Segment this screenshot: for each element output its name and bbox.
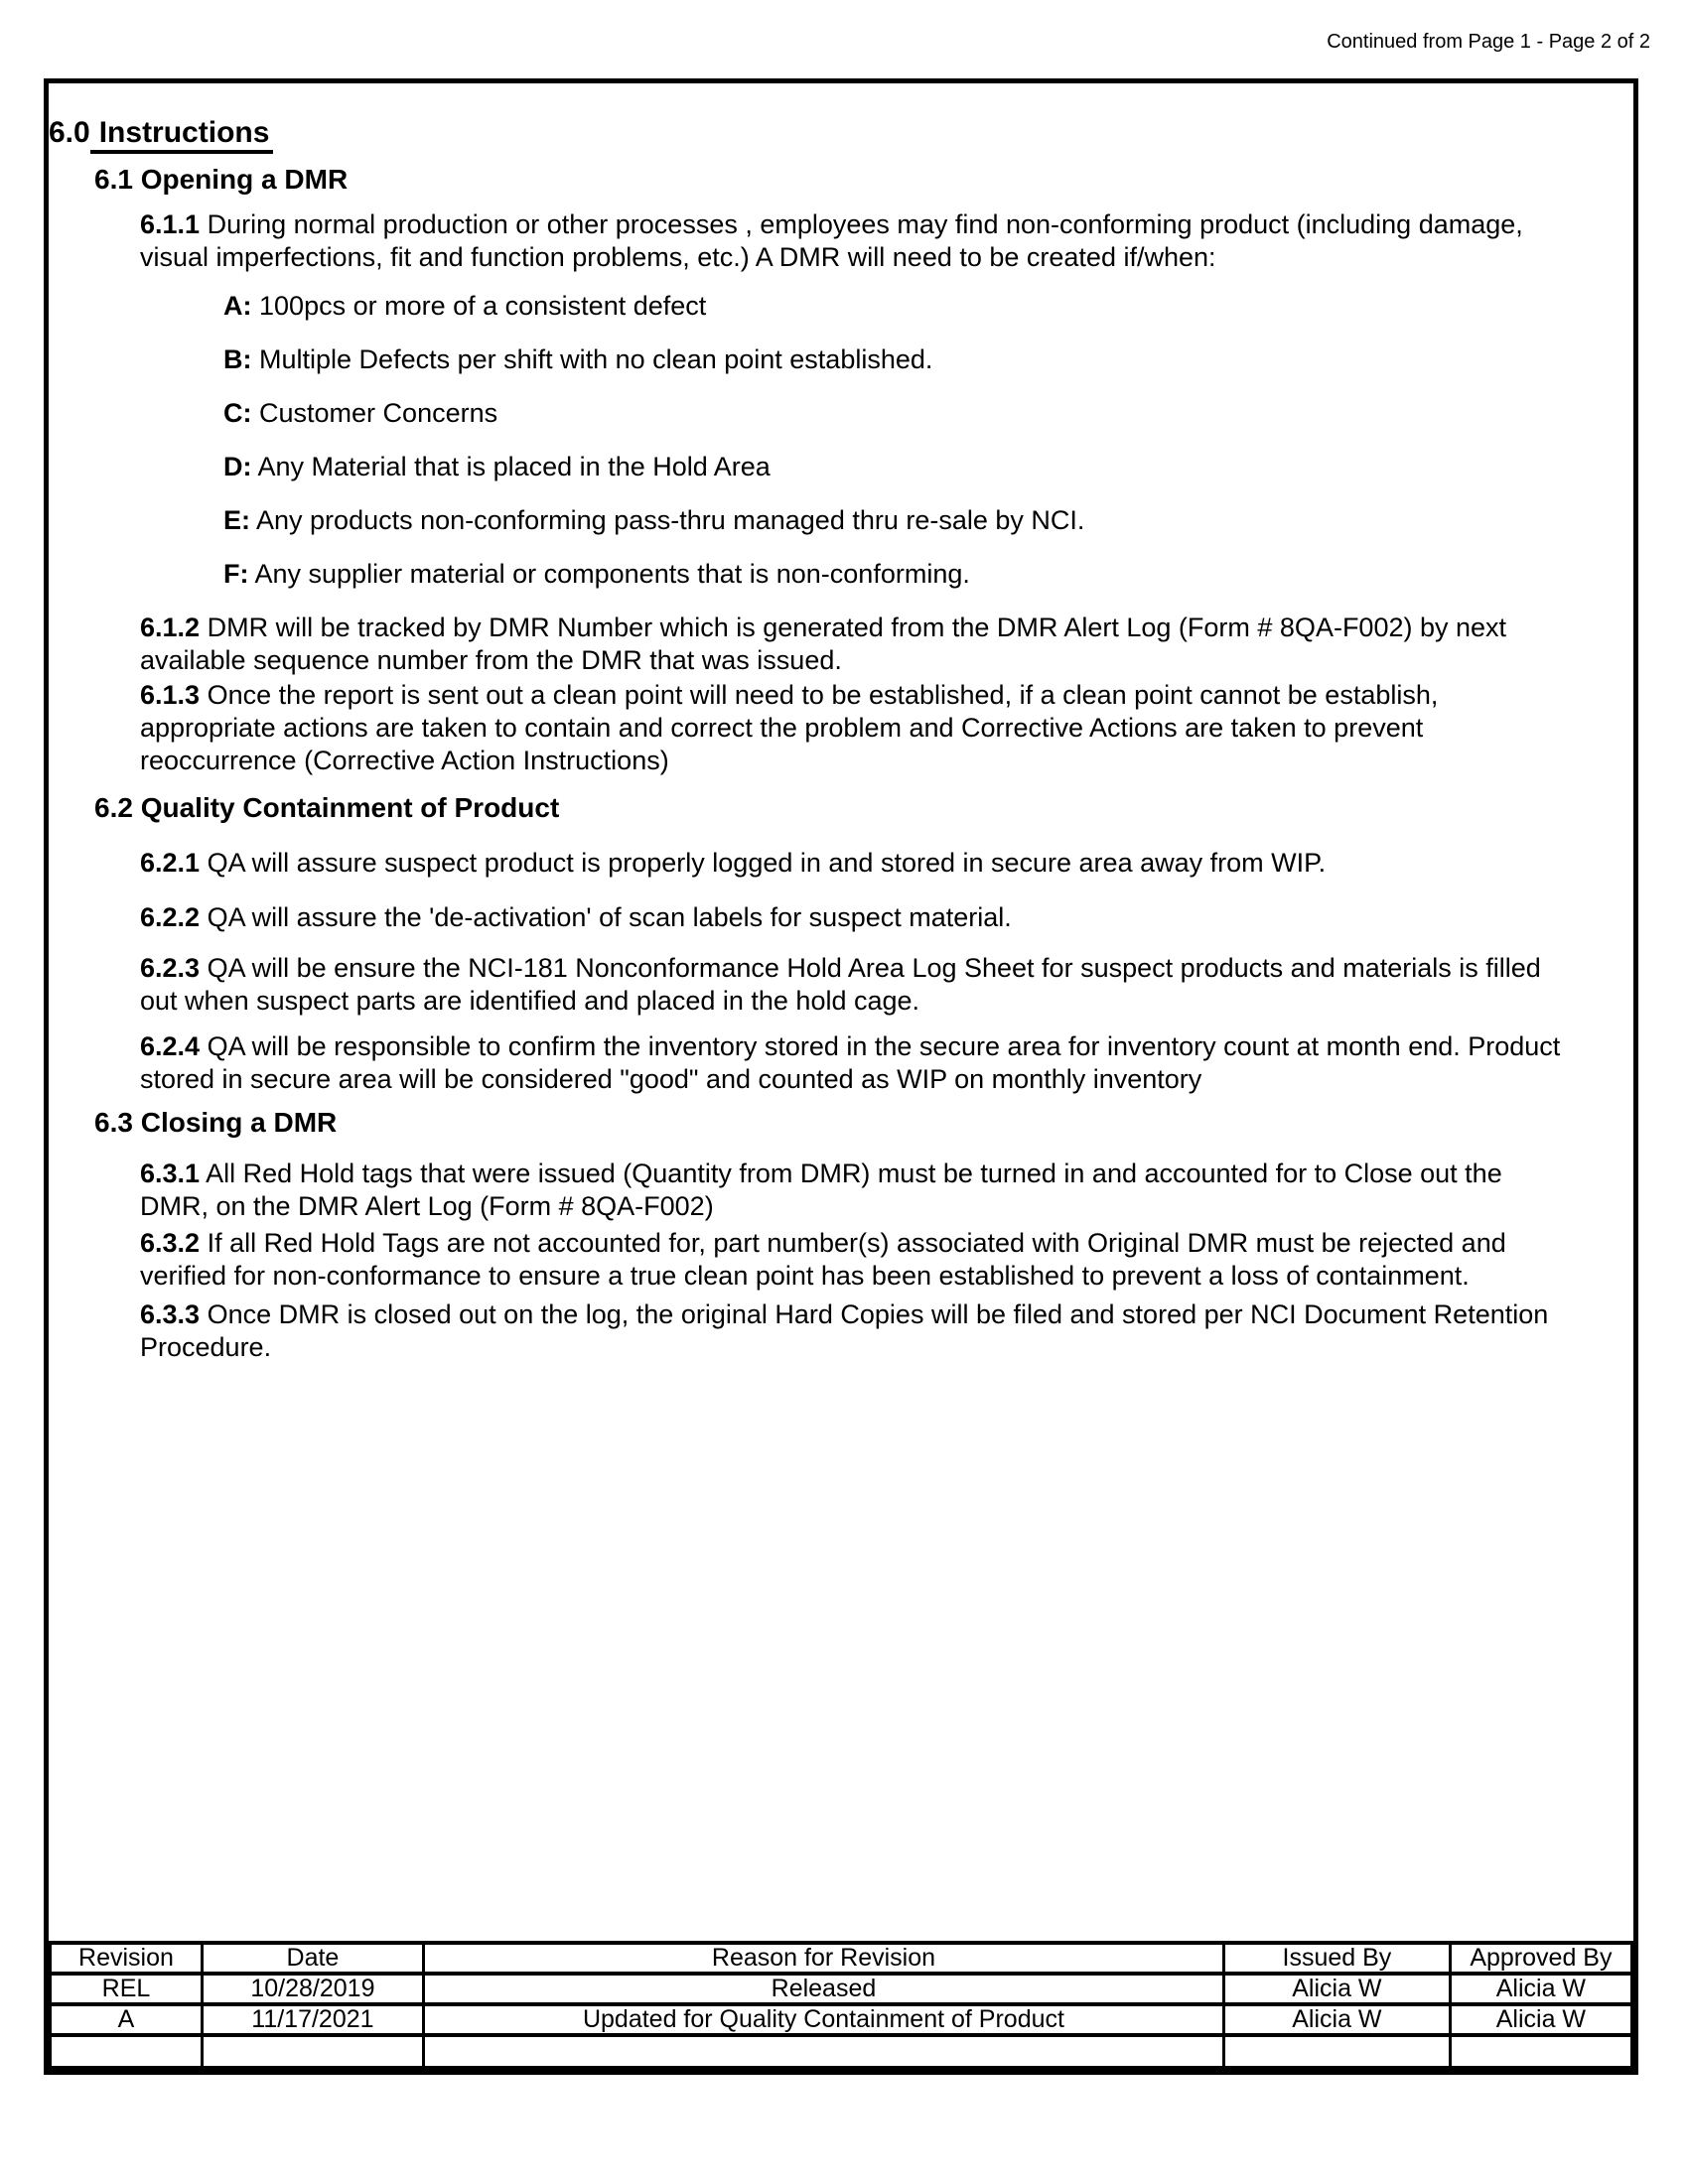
paragraph-6-3-3 — [140, 1298, 1574, 1364]
paragraph-6-1-3-text: Once the report is sent out a clean point will need to be established, if a clean point cannot be establish, appropriate actions are taken to contain and correct the problem and Corrective Actions are taken to prevent reoccurrence (Corrective Action Instructions) — [140, 680, 1439, 775]
revision-table-header-row — [51, 1943, 1632, 1974]
defect-criteria-list — [49, 290, 1604, 591]
paragraph-6-1-2-number: 6.1.2 — [140, 613, 201, 642]
paragraph-6-2-4-text: QA will be responsible to confirm the inventory stored in the secure area for inventory count at month end. Product stored in secure area will be considered "good" and counted as WIP on monthly inventory — [140, 1031, 1561, 1094]
cell-revision — [51, 2035, 203, 2068]
list-item-b-label: B: — [223, 344, 252, 374]
paragraph-6-1-1-text: During normal production or other processes , employees may find non-conforming product (including damage, visual imperfections, fit and function problems, etc.) A DMR will need to be created if/when: — [140, 209, 1523, 272]
cell-date — [202, 2035, 423, 2068]
section-6-1-number: 6.1 — [94, 164, 133, 195]
cell-reason: Updated for Quality Containment of Product — [423, 2004, 1223, 2035]
document-page — [44, 78, 1638, 2075]
cell-revision: REL — [51, 1974, 203, 2004]
revision-row-empty — [51, 2035, 1632, 2068]
list-item-c-text: Customer Concerns — [259, 398, 498, 428]
paragraph-6-3-1-number: 6.3.1 — [140, 1159, 201, 1188]
list-item-a-text: 100pcs or more of a consistent defect — [259, 291, 707, 321]
paragraph-6-1-2 — [140, 612, 1574, 677]
list-item-b — [223, 343, 1574, 376]
header-approved-by: Approved By — [1450, 1943, 1631, 1974]
revision-row-rel — [51, 1974, 1632, 2004]
paragraph-6-3-2-text: If all Red Hold Tags are not accounted for, part number(s) associated with Original DMR must be rejected and verified for non-conformance to ensure a true clean point has been established to prevent a loss of containment. — [140, 1228, 1506, 1291]
paragraph-6-1-3-number: 6.1.3 — [140, 680, 201, 710]
list-item-b-text: Multiple Defects per shift with no clean point established. — [259, 344, 933, 374]
paragraph-6-1-2-text: DMR will be tracked by DMR Number which is generated from the DMR Alert Log (Form # 8QA-F002) by next available sequence number from the DMR that was issued. — [140, 613, 1507, 675]
header-issued-by: Issued By — [1224, 1943, 1451, 1974]
list-item-d-text: Any Material that is placed in the Hold Area — [257, 452, 771, 481]
revision-row-a — [51, 2004, 1632, 2035]
list-item-a-label: A: — [223, 291, 252, 321]
paragraph-6-2-2-number: 6.2.2 — [140, 902, 201, 932]
list-item-f-text: Any supplier material or components that is non-conforming. — [254, 559, 970, 589]
paragraph-6-3-1 — [140, 1158, 1574, 1223]
cell-approved-by: Alicia W — [1450, 2004, 1631, 2035]
header-date: Date — [202, 1943, 423, 1974]
paragraph-6-2-3-text: QA will be ensure the NCI-181 Nonconformance Hold Area Log Sheet for suspect products and materials is filled out when suspect parts are identified and placed in the hold cage. — [140, 953, 1541, 1016]
section-6-3-number: 6.3 — [94, 1107, 133, 1138]
list-item-e — [223, 504, 1574, 537]
paragraph-6-2-4-number: 6.2.4 — [140, 1031, 201, 1061]
list-item-d — [223, 451, 1574, 483]
section-6-3-heading — [94, 1106, 1604, 1140]
paragraph-6-2-2-text: QA will assure the 'de-activation' of scan labels for suspect material. — [207, 902, 1012, 932]
cell-date: 11/17/2021 — [202, 2004, 423, 2035]
list-item-c-label: C: — [223, 398, 252, 428]
paragraph-6-2-1-text: QA will assure suspect product is properly logged in and stored in secure area away from WIP. — [207, 848, 1327, 878]
paragraph-6-3-3-text: Once DMR is closed out on the log, the original Hard Copies will be filed and stored per NCI Document Retention Procedure. — [140, 1299, 1549, 1362]
paragraph-6-3-2 — [140, 1227, 1574, 1293]
cell-reason: Released — [423, 1974, 1223, 2004]
paragraph-6-2-1 — [140, 847, 1574, 880]
paragraph-6-2-1-number: 6.2.1 — [140, 848, 201, 878]
section-6-2-number: 6.2 — [94, 792, 133, 823]
section-6-2-heading — [94, 791, 1604, 825]
list-item-a — [223, 290, 1574, 323]
cell-issued-by: Alicia W — [1224, 2004, 1451, 2035]
list-item-c — [223, 397, 1574, 430]
section-6-3-title: Closing a DMR — [140, 1107, 338, 1138]
list-item-f-label: F: — [223, 559, 249, 589]
cell-reason — [423, 2035, 1223, 2068]
section-6-2-title: Quality Containment of Product — [140, 792, 560, 823]
header-reason: Reason for Revision — [423, 1943, 1223, 1974]
list-item-f — [223, 558, 1574, 591]
cell-issued-by: Alicia W — [1224, 1974, 1451, 2004]
paragraph-6-1-1-number: 6.1.1 — [140, 209, 201, 239]
section-6-1-heading — [94, 163, 1604, 197]
revision-history-table — [49, 1941, 1633, 2070]
list-item-e-text: Any products non-conforming pass-thru managed thru re-sale by NCI. — [256, 505, 1085, 535]
cell-revision: A — [51, 2004, 203, 2035]
section-6-0-heading — [49, 115, 1604, 151]
section-6-0-title: Instructions — [90, 116, 274, 154]
paragraph-6-2-3-number: 6.2.3 — [140, 953, 201, 983]
paragraph-6-2-2 — [140, 901, 1574, 934]
cell-issued-by — [1224, 2035, 1451, 2068]
header-revision: Revision — [51, 1943, 203, 1974]
paragraph-6-2-3 — [140, 952, 1574, 1018]
page-continuation-note: Continued from Page 1 - Page 2 of 2 — [1327, 31, 1650, 53]
paragraph-6-1-3 — [140, 679, 1574, 777]
cell-date: 10/28/2019 — [202, 1974, 423, 2004]
section-6-0-number: 6.0 — [49, 116, 90, 149]
list-item-e-label: E: — [223, 505, 250, 535]
paragraph-6-3-2-number: 6.3.2 — [140, 1228, 201, 1258]
cell-approved-by — [1450, 2035, 1631, 2068]
list-item-d-label: D: — [223, 452, 252, 481]
section-6-1-title: Opening a DMR — [140, 164, 349, 195]
paragraph-6-3-1-text: All Red Hold tags that were issued (Quantity from DMR) must be turned in and accounted for to Close out the DMR, on the DMR Alert Log (Form # 8QA-F002) — [140, 1159, 1502, 1221]
paragraph-6-1-1 — [140, 208, 1574, 274]
paragraph-6-3-3-number: 6.3.3 — [140, 1299, 201, 1329]
paragraph-6-2-4 — [140, 1030, 1574, 1096]
document-content — [49, 83, 1633, 1364]
cell-approved-by: Alicia W — [1450, 1974, 1631, 2004]
